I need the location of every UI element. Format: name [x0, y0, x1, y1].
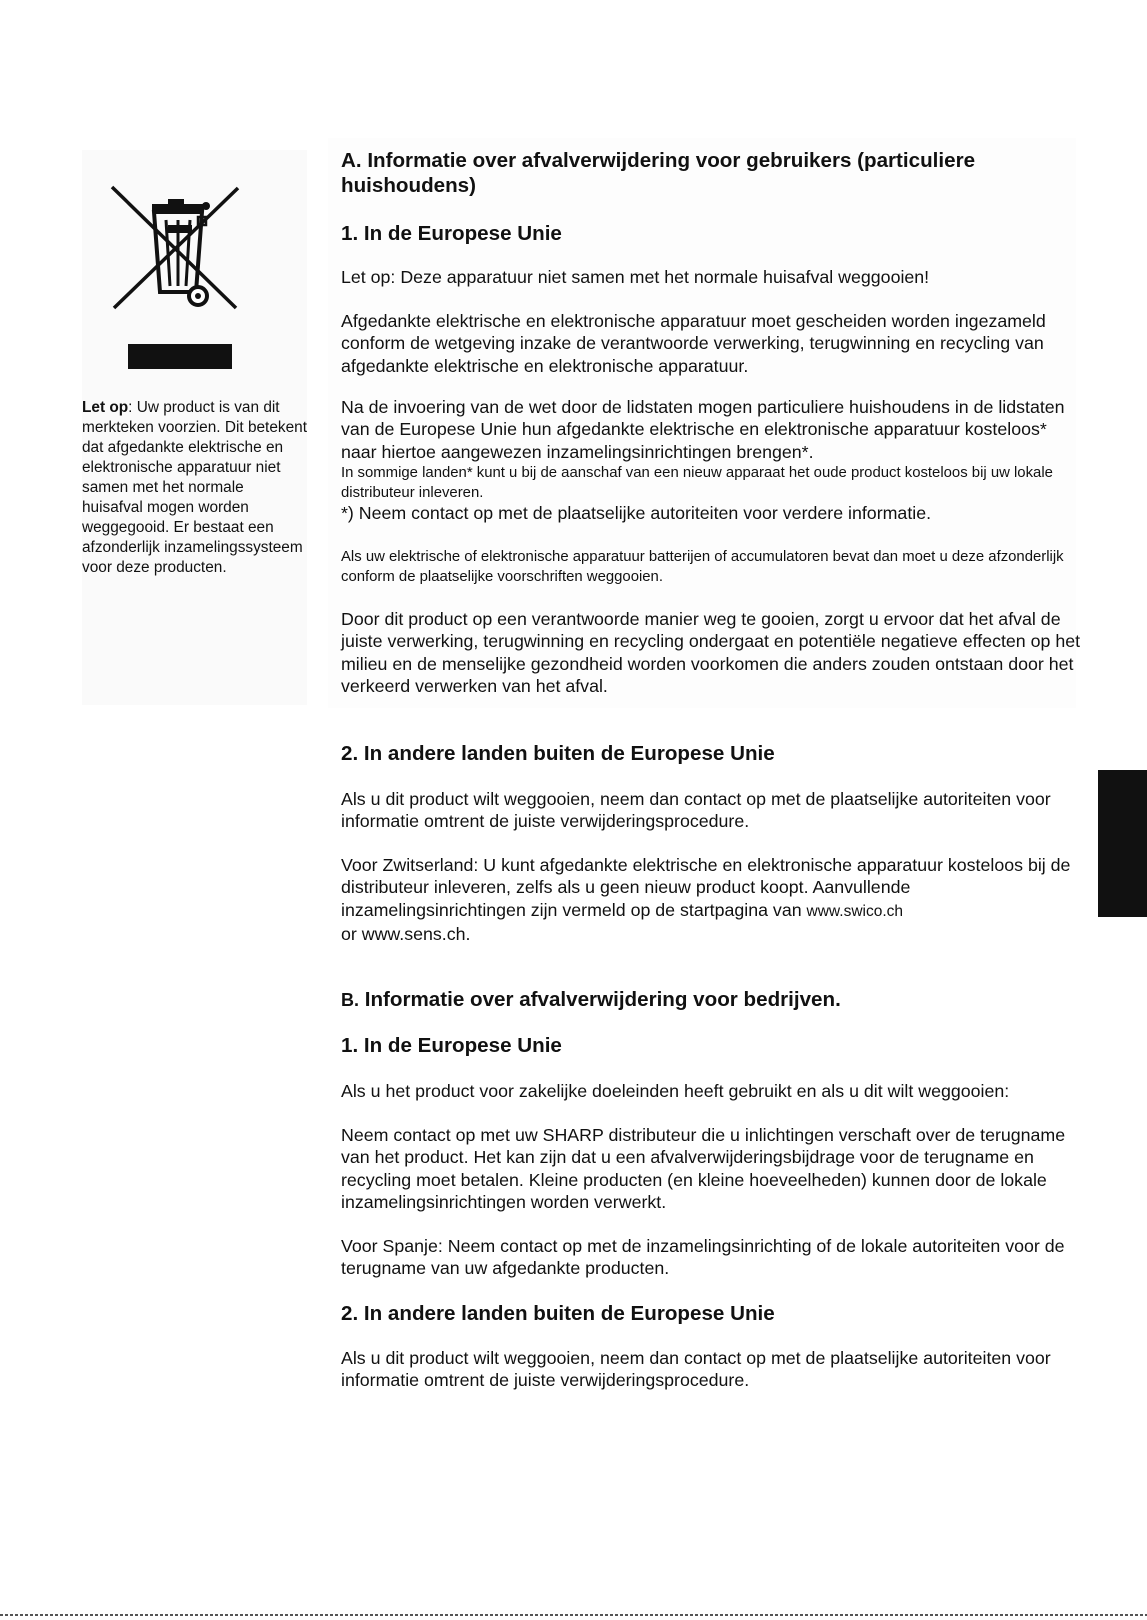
section-a-title-line1: A. Informatie over afvalverwijdering voor gebruikers (particuliere — [341, 149, 976, 172]
section-a-paragraph-3-note: In sommige landen* kunt u bij de aanschaf van een nieuw apparaat het oude product kosteloos bij uw lokale distributeur inleveren. — [341, 465, 1053, 501]
section-a-title-line2: huishoudens) — [341, 174, 476, 197]
sidebar-panel — [82, 150, 307, 705]
section-a-paragraph-2: Afgedankte elektrische en elektronische apparatuur moet gescheiden worden ingezameld conform de wetgeving inzake de verantwoorde verwerking, terugwinning en recycling van afgedankte elektrische en elektronische apparatuur. — [341, 311, 1046, 376]
section-b-prefix: B. — [341, 990, 359, 1010]
section-b-other-heading: 2. In andere landen buiten de Europese Unie — [341, 1302, 775, 1325]
sens-text: or www.sens.ch. — [341, 923, 471, 944]
swico-link: www.swico.ch — [806, 902, 904, 920]
section-b-paragraph-3: Voor Spanje: Neem contact op met de inzamelingsinrichting of de lokale autoriteiten voor de terugname van uw afgedankte producten. — [341, 1236, 1065, 1279]
section-a-paragraph-3: Na de invoering van de wet door de lidstaten mogen particuliere huishoudens in de lidstaten van de Europese Unie hun afgedankte elektrische en elektronische apparatuur kosteloos* naar hiertoe aangewezen inzamelingsinrichtingen brengen*. — [341, 397, 1065, 462]
note-label: Let op — [82, 399, 129, 416]
section-a-paragraph-8 — [341, 854, 1081, 945]
sidebar-note — [82, 398, 307, 578]
section-a-battery-note: Als uw elektrische of elektronische apparatuur batterijen of accumulatoren bevat dan moet u deze afzonderlijk conform de plaatselijke voorschriften weggooien. — [341, 549, 1064, 585]
section-b-eu-heading: 1. In de Europese Unie — [341, 1034, 562, 1057]
black-bar — [128, 344, 232, 369]
section-b-paragraph-1: Als u het product voor zakelijke doeleinden heeft gebruikt en als u dit wilt weggooien: — [341, 1081, 1010, 1101]
section-a-paragraph-4: *) Neem contact op met de plaatselijke autoriteiten voor verdere informatie. — [341, 503, 932, 523]
section-a-paragraph-7: Als u dit product wilt weggooien, neem dan contact op met de plaatselijke autoriteiten voor informatie omtrent de juiste verwijderingsprocedure. — [341, 789, 1051, 832]
switzerland-text: Voor Zwitserland: U kunt afgedankte elektrische en elektronische apparatuur kosteloos bij de distributeur inleveren, zelfs als u geen nieuw product koopt. Aanvullende inzamelingsinrichtingen zijn vermeld op de startpagina van — [341, 855, 1071, 920]
section-b-title — [341, 987, 841, 1013]
section-b-paragraph-2: Neem contact op met uw SHARP distributeur die u inlichtingen verschaft over de terugname van het product. Het kan zijn dat u een afvalverwijderingsbijdrage voor de terugname en recycling moet betalen. Kleine producten (en kleine hoeveelheden) kunnen door de lokale inzamelingsinrichtingen worden verwerkt. — [341, 1125, 1066, 1212]
crossed-out-wheelie-bin-icon — [110, 184, 242, 314]
section-a-title — [341, 148, 1071, 198]
bottom-rule — [0, 1614, 1147, 1616]
edge-tab-marker — [1098, 770, 1147, 917]
section-a-eu-heading: 1. In de Europese Unie — [341, 222, 562, 245]
section-a-other-heading: 2. In andere landen buiten de Europese Unie — [341, 742, 775, 765]
note-text: : Uw product is van dit merkteken voorzien. Dit betekent dat afgedankte elektrische en elektronische apparatuur niet samen met het normale huisafval mogen worden weggegooid. Er bestaat een afzonderlijk inzamelingssysteem voor deze producten. — [82, 399, 307, 576]
section-a-paragraph-6: Door dit product op een verantwoorde manier weg te gooien, zorgt u ervoor dat het afval de juiste verwerking, terugwinning en recycling ondergaat en potentiële negatieve effecten op het milieu en de menselijke gezondheid worden voorkomen die anders zouden ontstaan door het verkeerd verwerken van het afval. — [341, 609, 1081, 696]
section-a-paragraph-1: Let op: Deze apparatuur niet samen met het normale huisafval weggooien! — [341, 267, 930, 287]
section-b-title-text: Informatie over afvalverwijdering voor bedrijven. — [359, 988, 841, 1011]
section-b-paragraph-4: Als u dit product wilt weggooien, neem dan contact op met de plaatselijke autoriteiten voor informatie omtrent de juiste verwijderingsprocedure. — [341, 1348, 1051, 1391]
